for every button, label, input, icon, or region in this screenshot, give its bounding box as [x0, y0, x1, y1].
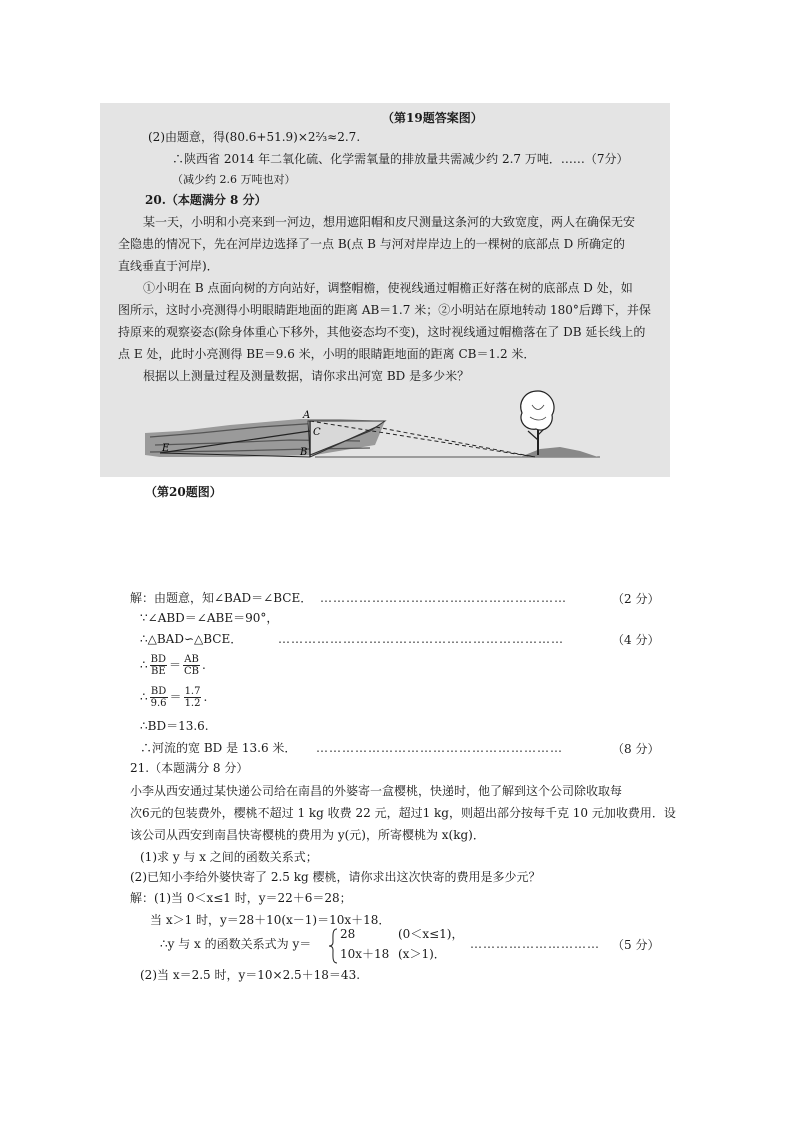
- q21-solution-3: ∴y 与 x 的函数关系式为 y＝: [160, 937, 312, 951]
- q19-line3: （减少约 2.6 万吨也对）: [172, 173, 296, 186]
- q21-heading: 21.（本题满分 8 分）: [130, 761, 249, 775]
- q20-paragraph-2a: ①小明在 B 点面向树的方向站好，调整帽檐，使视线通过帽檐正好落在树的底部点 D 处，如: [143, 281, 633, 295]
- case-2-cond: (x＞1)．: [398, 947, 446, 961]
- q20-solution-1: 解：由题意，知∠BAD＝∠BCE．: [130, 591, 313, 605]
- q21-paragraph-c: 该公司从西安到南昌快寄樱桃的费用为 y(元)，所寄樱桃为 x(kg)．: [130, 828, 485, 842]
- q19-caption: （第19题答案图）: [382, 111, 483, 125]
- q20-solution-7: ∴河流的宽 BD 是 13.6 米．: [140, 741, 297, 755]
- label-c: C: [313, 427, 321, 438]
- q20-solution-5: ∴ $\frac{BD}{9.6}$ ＝ $\frac{1.7}{1.2}$ .: [140, 686, 208, 709]
- leader-dots-4: …………………………: [470, 937, 600, 951]
- score-5: （5 分）: [612, 938, 660, 952]
- q21-question-1: (1)求 y 与 x 之间的函数关系式；: [140, 850, 318, 864]
- score-4: （4 分）: [612, 633, 660, 647]
- q20-heading: 20.（本题满分 8 分）: [145, 193, 267, 207]
- label-a: A: [303, 410, 311, 421]
- q20-solution-6: ∴BD＝13.6.: [140, 719, 209, 733]
- q20-question: 根据以上测量过程及测量数据，请你求出河宽 BD 是多少米？: [143, 369, 470, 383]
- q20-paragraph-1b: 全隐患的情况下，先在河岸边选择了一点 B(点 B 与河对岸岸边上的一棵树的底部点 D 所确定的: [118, 237, 626, 251]
- q20-solution-3: ∴△BAD∽△BCE．: [140, 632, 243, 646]
- right-bank: [520, 447, 598, 457]
- score-2: （2 分）: [612, 592, 660, 606]
- q19-line1: (2)由题意，得(80.6+51.9)×2⅔≈2.7.: [148, 130, 361, 144]
- case-1-expr: 28: [340, 927, 356, 941]
- q20-paragraph-1c: 直线垂直于河岸)．: [118, 259, 219, 273]
- sight-line-upper: [376, 427, 535, 457]
- case-2-expr: 10x＋18: [340, 947, 390, 961]
- tree-icon: [521, 391, 554, 455]
- leader-dots-2: …………………………………………………………: [278, 632, 564, 646]
- q20-paragraph-2b: 图所示，这时小亮测得小明眼睛距地面的距离 AB＝1.7 米；②小明站在原地转动 180°后蹲下，并保: [118, 303, 651, 317]
- q21-solution-4: (2)当 x＝2.5 时，y＝10×2.5＋18＝43.: [140, 968, 361, 982]
- label-e: E: [162, 443, 170, 454]
- leader-dots-1: …………………………………………………: [320, 591, 567, 605]
- q20-solution-4: ∴ $\frac{BD}{BE}$ ＝ $\frac{AB}{CB}$ .: [140, 654, 206, 677]
- q20-solution-2: ∵∠ABD＝∠ABE＝90°，: [140, 611, 279, 625]
- q20-figure-caption: （第20题图）: [145, 485, 222, 499]
- q21-paragraph-a: 小李从西安通过某快递公司给在南昌的外婆寄一盒樱桃，快递时，他了解到这个公司除收取每: [130, 784, 623, 798]
- score-8: （8 分）: [612, 742, 660, 756]
- label-b: B: [300, 447, 308, 458]
- q19-line2: ∴陕西省 2014 年二氧化硫、化学需氧量的排放量共需减少约 2.7 万吨．……（7分）: [172, 152, 629, 166]
- q20-paragraph-1a: 某一天，小明和小亮来到一河边，想用遮阳帽和皮尺测量这条河的大致宽度，两人在确保无安: [143, 215, 636, 229]
- q20-paragraph-2c: 持原来的观察姿态(除身体重心下移外，其他姿态均不变)，这时视线通过帽檐落在了 DB 延长线上的: [118, 325, 646, 339]
- q21-question-2: (2)已知小李给外婆快寄了 2.5 kg 樱桃，请你求出这次快寄的费用是多少元？: [130, 870, 541, 884]
- q20-paragraph-2d: 点 E 处，此时小亮测得 BE＝9.6 米，小明的眼睛距地面的距离 CB＝1.2 米．: [118, 347, 536, 361]
- case-1-cond: (0＜x≤1)，: [398, 927, 464, 941]
- q20-figure: [140, 385, 610, 470]
- q21-solution-1: 解：(1)当 0＜x≤1 时，y＝22＋6＝28；: [130, 891, 352, 905]
- q21-solution-2: 当 x＞1 时，y＝28＋10(x－1)＝10x＋18．: [150, 913, 391, 927]
- leader-dots-3: …………………………………………………: [316, 741, 563, 755]
- piecewise-brace: [328, 928, 338, 968]
- q21-paragraph-b: 次6元的包装费外，樱桃不超过 1 kg 收费 22 元，超过1 kg，则超出部分按每千克 10 元加收费用．设: [130, 806, 676, 820]
